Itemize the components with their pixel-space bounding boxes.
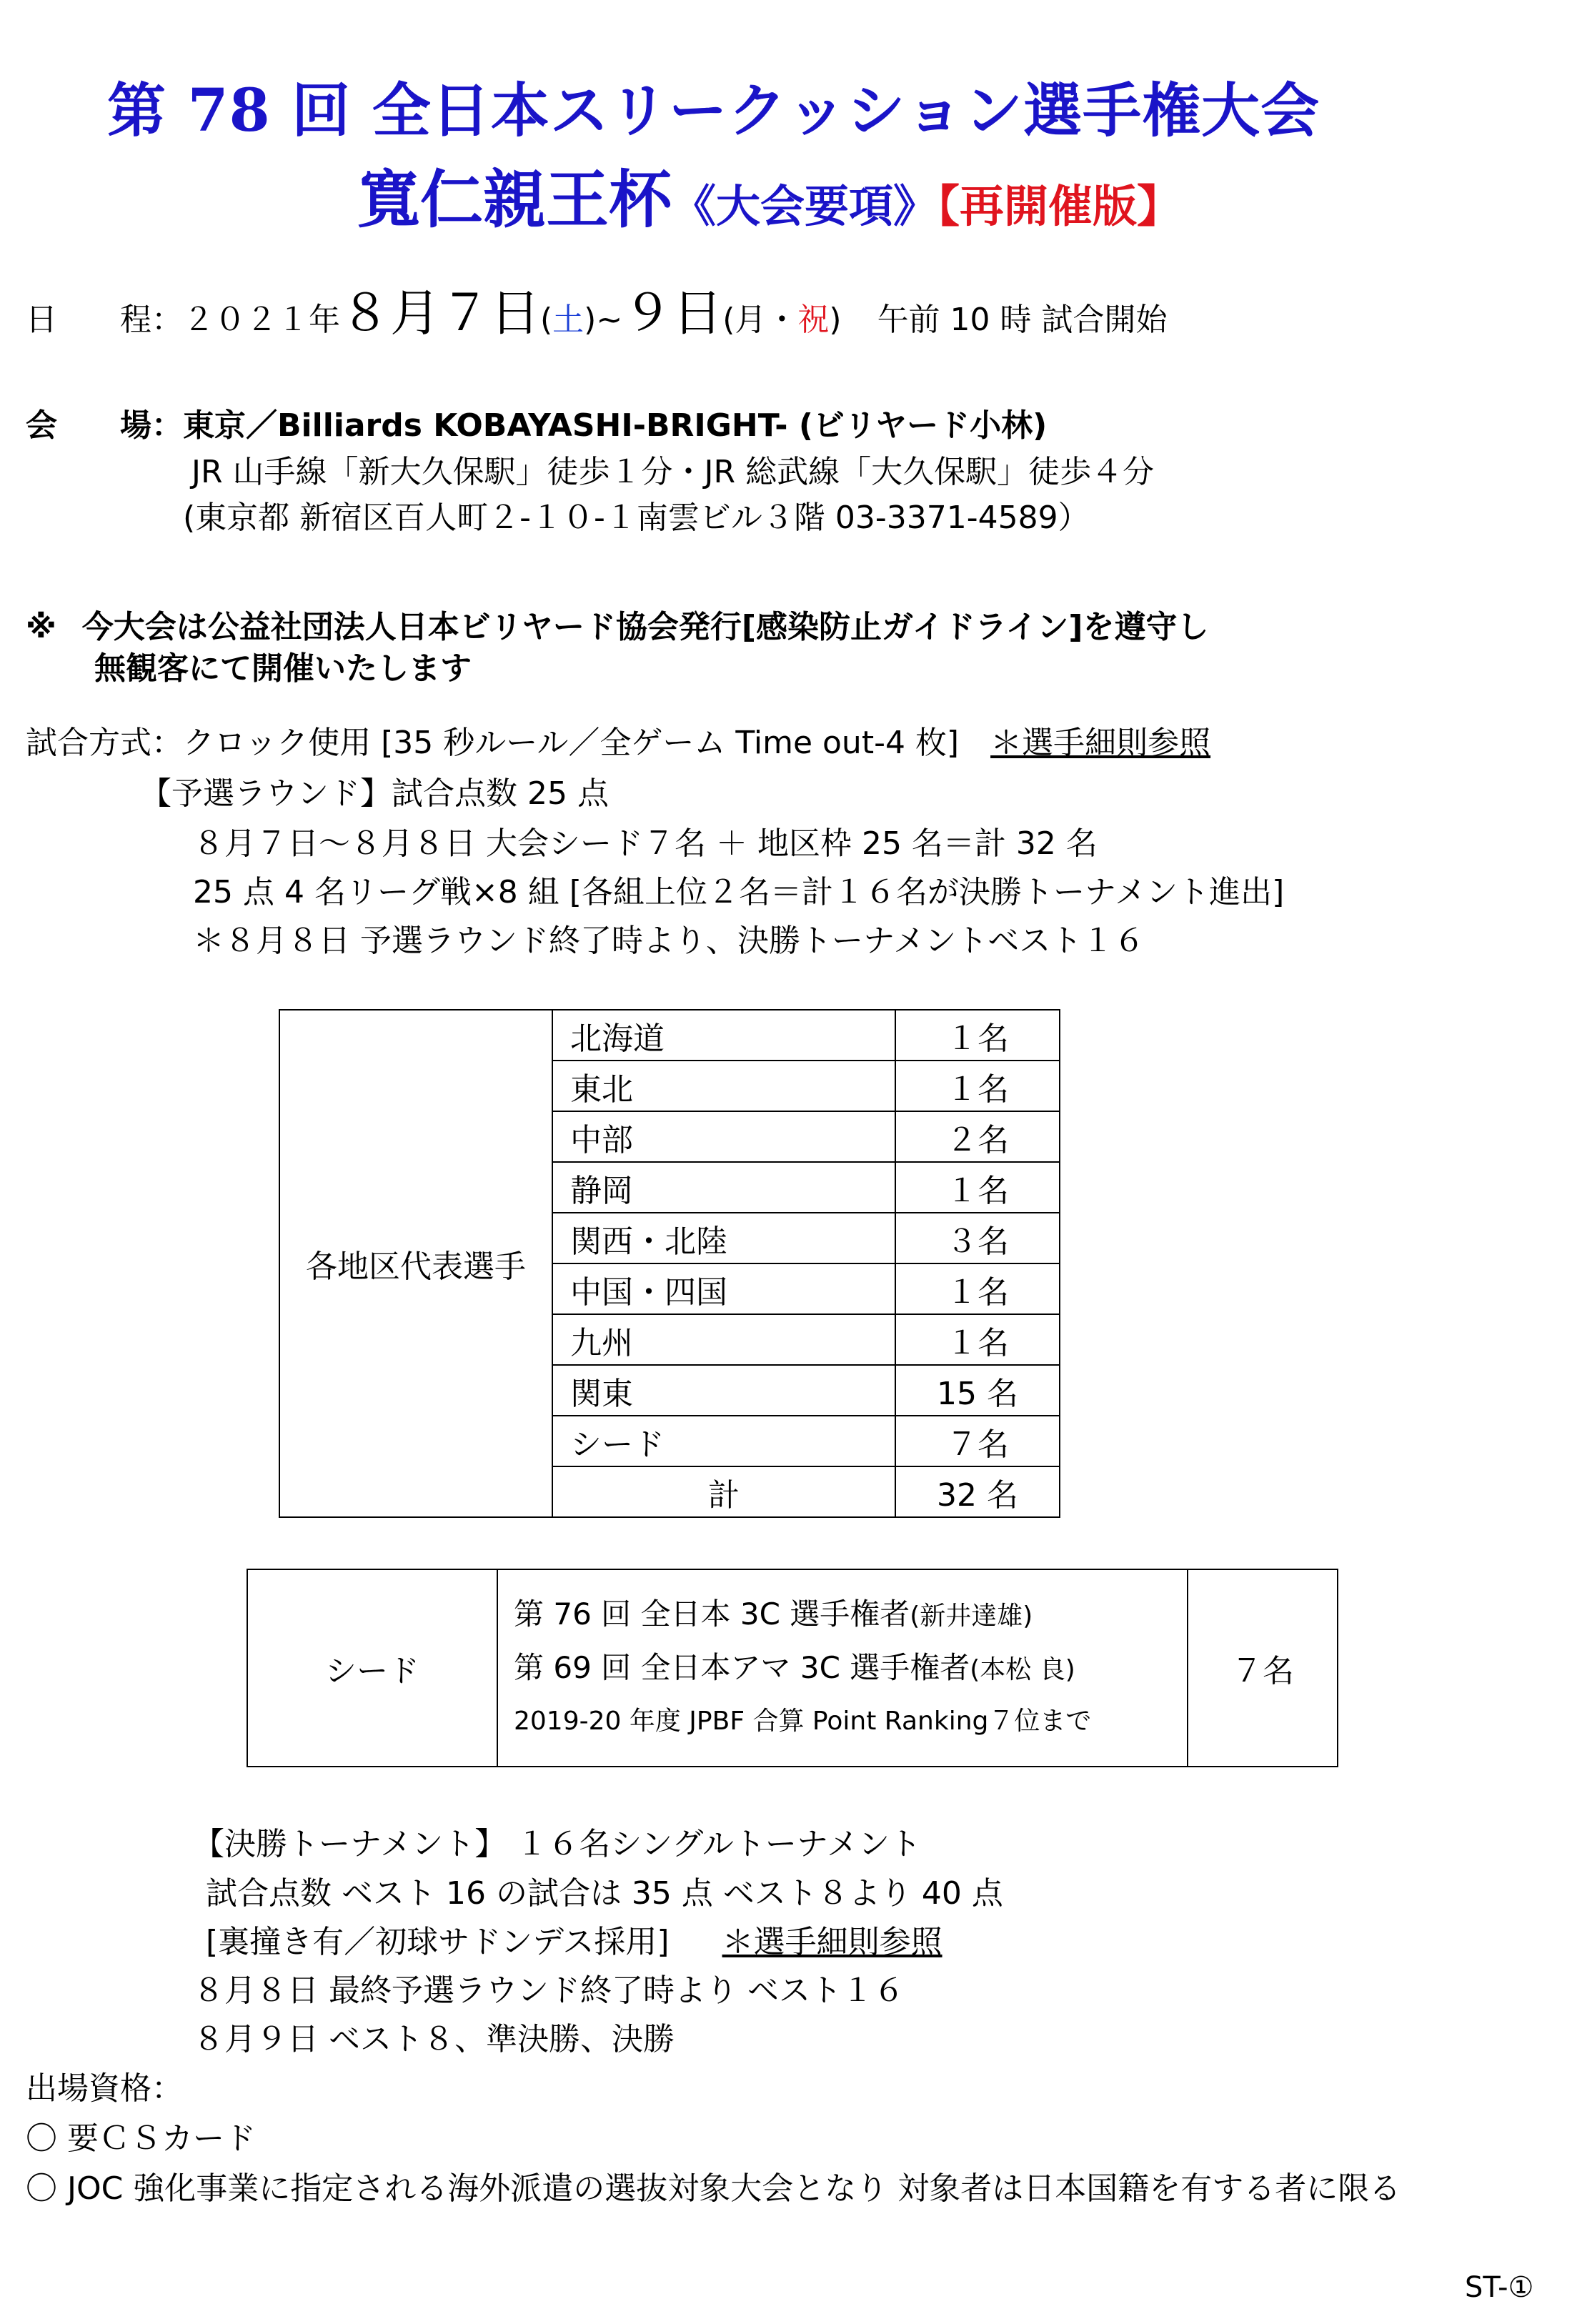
paren-close-2: ): [829, 302, 842, 338]
notice-mark: ※: [26, 609, 56, 645]
title-sub: 《大会要項》: [672, 180, 938, 232]
format-clock: 試合方式：クロック使用 [35 秒ルール／全ゲーム Time out-4 枚]: [26, 725, 960, 761]
seed-criteria-2-text: 第 69 回 全日本アマ 3C 選手権者: [514, 1650, 970, 1685]
final-day2: ８月９日 ベスト８、準決勝、決勝: [193, 2021, 675, 2057]
seed-criteria-1: [514, 1589, 1171, 1642]
final-points: 試合点数 ベスト 16 の試合は 35 点 ベスト８より 40 点: [206, 1875, 1003, 1912]
final-head: 【決勝トーナメント】 １６名シングルトーナメント: [193, 1826, 922, 1862]
region-name: シード: [552, 1416, 895, 1466]
final-day1: ８月８日 最終予選ラウンド終了時より ベスト１６: [193, 1972, 905, 2009]
seed-row: [247, 1569, 1338, 1767]
title-edition: 【再開催版】: [937, 180, 1182, 232]
seed-criteria: [497, 1569, 1188, 1767]
seed-criteria-2: [514, 1642, 1171, 1696]
prelim-line3: ＊８月８日 予選ラウンド終了時より、決勝トーナメントベスト１６: [193, 923, 1145, 959]
schedule-end-day-sep: ・: [766, 302, 798, 338]
schedule-year: ２０２１年: [183, 302, 340, 338]
region-count: １名: [895, 1162, 1060, 1213]
region-count: ７名: [895, 1416, 1060, 1466]
region-name: 中部: [552, 1111, 895, 1162]
schedule-start-day: 土: [552, 302, 584, 338]
region-name: 関東: [552, 1365, 895, 1416]
paren-close: ): [584, 302, 597, 338]
region-name: 中国・四国: [552, 1263, 895, 1314]
region-name: 北海道: [552, 1010, 895, 1061]
page-code: ST-①: [1465, 2271, 1534, 2304]
region-table-body: [279, 1010, 1060, 1517]
format-rules-ref: ＊選手細則参照: [990, 725, 1211, 761]
venue-address: (東京都 新宿区百人町２-１０-１南雲ビル３階 03-3371-4589）: [183, 500, 1090, 536]
seed-criteria-1-name: (新井達雄): [910, 1602, 1033, 1631]
venue-line: [26, 402, 1047, 450]
region-total-count: 32 名: [895, 1466, 1060, 1517]
prelim-head: 【予選ラウンド】試合点数 25 点: [140, 775, 609, 812]
eligibility-label: 出場資格：: [26, 2070, 183, 2107]
title-line1: 第 78 回 全日本スリークッション選手権大会: [107, 76, 1320, 145]
eligibility-item1: 〇 要ＣＳカード: [26, 2120, 256, 2157]
region-table: [279, 1009, 1060, 1518]
region-name: 関西・北陸: [552, 1213, 895, 1263]
seed-criteria-2-name: (本松 良): [970, 1655, 1075, 1684]
region-count: １名: [895, 1314, 1060, 1365]
notice-text1: 今大会は公益社団法人日本ビリヤード協会発行[感染防止ガイドライン]を遵守し: [81, 609, 1209, 645]
final-rules-ref: ＊選手細則参照: [722, 1924, 942, 1960]
region-total-label: 計: [552, 1466, 895, 1517]
region-count: １名: [895, 1010, 1060, 1061]
schedule-end: ９日: [622, 284, 723, 342]
notice-line1: [26, 604, 1208, 651]
final-rule-line: [206, 1919, 942, 1966]
schedule-start: ８月７日: [340, 284, 540, 342]
prelim-line2: 25 点 4 名リーグ戦×8 組 [各組上位２名＝計１６名が決勝トーナメント進出]: [193, 874, 1285, 910]
schedule-end-day1: 月: [735, 302, 767, 338]
notice-line2: 無観客にて開催いたします: [94, 650, 472, 687]
format-line1: [26, 720, 1210, 767]
schedule-line: [26, 284, 1168, 349]
region-count: ３名: [895, 1213, 1060, 1263]
region-row: [279, 1010, 1060, 1061]
seed-table: [247, 1569, 1338, 1767]
seed-criteria-3: 2019-20 年度 JPBF 合算 Point Ranking７位まで: [514, 1707, 1092, 1736]
venue-label: 会 場：: [26, 407, 183, 444]
seed-label: シード: [247, 1569, 497, 1767]
prelim-line1: ８月７日〜８月８日 大会シード７名 ＋ 地区枠 25 名＝計 32 名: [193, 825, 1098, 862]
final-rule: [裏撞き有／初球サドンデス採用]: [206, 1924, 670, 1960]
schedule-end-day2: 祝: [797, 302, 830, 338]
region-name: 東北: [552, 1061, 895, 1111]
region-count: 15 名: [895, 1365, 1060, 1416]
venue-access: JR 山手線「新大久保駅」徒歩１分・JR 総武線「大久保駅」徒歩４分: [191, 454, 1155, 490]
schedule-label: 日 程：: [26, 302, 183, 338]
title-line2: [357, 150, 1181, 240]
region-name: 静岡: [552, 1162, 895, 1213]
region-name: 九州: [552, 1314, 895, 1365]
venue-name: 東京／Billiards KOBAYASHI-BRIGHT- (ビリヤード小林): [183, 407, 1048, 444]
seed-criteria-1-text: 第 76 回 全日本 3C 選手権者: [514, 1596, 910, 1632]
schedule-start-time: 午前 10 時 試合開始: [877, 302, 1168, 338]
region-count: １名: [895, 1061, 1060, 1111]
region-count: １名: [895, 1263, 1060, 1314]
region-count: ２名: [895, 1111, 1060, 1162]
paren-open: (: [540, 302, 553, 338]
seed-count: ７名: [1188, 1569, 1338, 1767]
paren-open-2: (: [722, 302, 735, 338]
region-label: 各地区代表選手: [279, 1010, 552, 1517]
eligibility-item2: 〇 JOC 強化事業に指定される海外派遣の選抜対象大会となり 対象者は日本国籍を有する者に限る: [26, 2170, 1401, 2207]
schedule-tilde: ~: [596, 302, 623, 338]
title-main: 寬仁親王杯: [357, 162, 672, 237]
